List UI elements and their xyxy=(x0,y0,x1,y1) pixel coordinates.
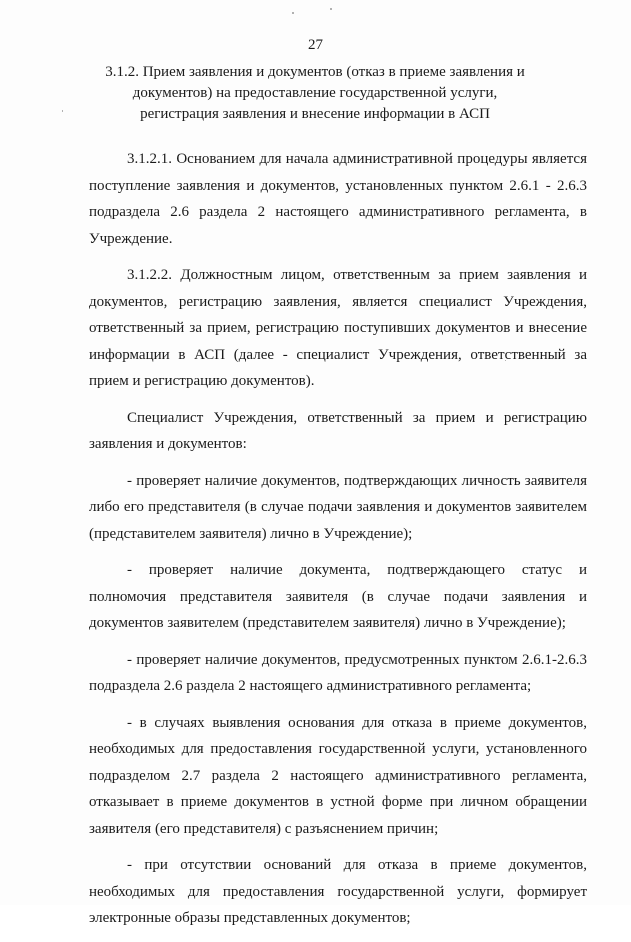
list-item: - проверяет наличие документов, предусмотренных пунктом 2.6.1-2.6.3 подраздела 2.6 раздела 2 настоящего административного регламента; xyxy=(89,651,587,694)
document-body xyxy=(89,146,587,942)
scan-speck xyxy=(62,110,63,112)
paragraph: 3.1.2.2. Должностным лицом, ответственным за прием заявления и документов, регистрацию заявления, является специалист Учреждения, ответственный за прием, регистрацию поступивших документов и внесение информации в АСП (далее - специалист Учреждения, ответственный за прием и регистрацию документов). xyxy=(89,267,587,389)
paragraph: Специалист Учреждения, ответственный за прием и регистрацию заявления и документов: xyxy=(89,409,587,452)
scan-speck xyxy=(292,12,294,14)
paragraph: 3.1.2.1. Основанием для начала административной процедуры является поступление заявления и документов, установленных пунктом 2.6.1 - 2.6.3 подраздела 2.6 раздела 2 настоящего административного регламента, в Учреждение. xyxy=(89,151,587,247)
list-item: - при отсутствии оснований для отказа в приеме документов, необходимых для предоставления государственной услуги, формирует электронные образы представленных документов; xyxy=(89,857,587,926)
page-number: 27 xyxy=(308,37,323,53)
list-item: - проверяет наличие документа, подтверждающего статус и полномочия представителя заявителя (в случае подачи заявления и документов заявителем (представителем заявителя) лично в Учреждение); xyxy=(89,562,587,631)
section-heading: 3.1.2. Прием заявления и документов (отказ в приеме заявления и документов) на предоставление государственной услуги, регистрация заявления и внесение информации в АСП xyxy=(105,64,525,122)
scan-speck xyxy=(330,8,332,10)
list-item: - проверяет наличие документов, подтверждающих личность заявителя либо его представителя (в случае подачи заявления и документов заявителем (представителем заявителя) лично в Учреждение); xyxy=(89,472,587,542)
list-item: - в случаях выявления основания для отказа в приеме документов, необходимых для предоставления государственной услуги, установленного подразделом 2.7 раздела 2 настоящего административного регламента, отказывает в приеме документов в устной форме при личном обращении заявителя (его представителя) с разъяснением причин; xyxy=(89,714,587,837)
